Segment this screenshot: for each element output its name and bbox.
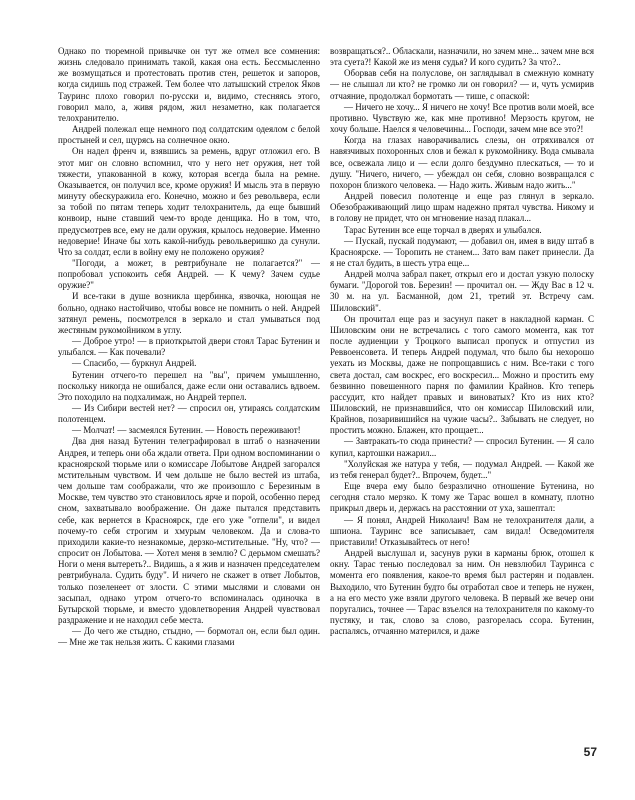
right-column-paragraph: Тарас Бутенин все еще торчал в дверях и улыбался. [344,224,542,235]
left-column-paragraph: Бутенин отчего-то перешел на "вы", причем умышленно, поскольку никогда не ошибался, даже если они оставались вдвоем. Это походило на подхалимаж, но Андрей терпел. [58,369,320,402]
left-column-paragraph: — Из Сибири вестей нет? — спросил он, утираясь солдатским полотенцем. [58,403,320,425]
left-column-paragraph: — Доброе утро! — в приоткрытой двери стоял Тарас Бутенин и улыбался. — Как почевали? [58,336,320,358]
right-column-paragraph: Еще вчера ему было безразлично отношение Бутенина, но сегодня стало мерзко. К тому же Тарас вошел в комнату, плотно прикрыл дверь и, держась на расстоянии от уха, зашептал: [330,481,594,514]
left-column-paragraph: Он надел френч и, взявшись за ремень, вдруг отложил его. В этот миг он словно вспомнил, что у него нет оружия, нет той тяжести, упакованной в кожу, которая всегда была на ремне. Оказывается, он получил все, кроме оружия! И мысль эта в первую минуту обескуражила его. Конечно, можно и без револьвера, если за тобой по пятам теперь ходит телохранитель, да еще бывший конвоир, ныне ставший чем-то вроде денщика. Но в том, что, предусмотрев все, ему не дали оружия, крылось недоверие. Именно недоверие! Иначе бы хоть какой-нибудь револьверишко да сунули. Что за солдат, если в войну ему не положено оружия? [58,146,320,257]
right-column-paragraph: "Холуйская же натура у тебя, — подумал Андрей. — Какой же из тебя генерал будет?.. Впрочем, будет..." [330,458,594,480]
left-column-paragraph: И все-таки в душе возникла щербинка, язвочка, ноющая не больно, однако настойчиво, чтобы вовсе не помнить о ней. Андрей затянул ремень, посмотрелся в зеркало и стал умываться под жестяным рукомойником в углу. [58,291,320,335]
right-column-paragraph: — Пускай, пускай подумают, — добавил он, имея в виду штаб в Красноярске. — Торопить не станем... Зато вам пакет принесли. Да я не стал будить, в шесть утра еще... [330,235,594,268]
right-text-column [330,46,594,762]
right-column-paragraph: Андрей выслушал и, засунув руки в карманы брюк, отошел к окну. Тарас тенью последовал за ним. Он невзлюбил Тауринса с момента его появления, какое-то время был растерян и подавлен. Выходило, что Бутенин будто бы отработал свое и теперь не нужен, а на его место уже взяли другого человека. В первый же вечер они поругались, точнее — Тарас взъелся на телохранителя по какому-то пустяку, и так, слово за слово, разгорелась ссора. Бутенин, распалясь, отчаянно матерился, и даже [330,548,594,637]
left-column-paragraph: Два дня назад Бутенин телеграфировал в штаб о назначении Андрея, и теперь они оба ждали ответа. При одном воспоминании о красноярской тюрьме или о комиссаре Лобытове Андрей загорался мстительным чувством. И чем дольше не было вестей из штаба, чем дольше там соображали, что же произошло с Березиным в Москве, тем чувство это становилось ярче и порой, особенно перед сном, захватывало воображение. Он даже пытался представить себе, как вернется в Красноярск, где его уже "отпели", и видел почему-то себя строгим и хмурым человеком. Да и слова-то приходили какие-то незнакомые, дерзко-мстительные. "Ну, что? — спросит он Лобытова. — Хотел меня в землю? С дерьмом смешать? Ноги о меня вытереть?.. Видишь, а я жив и назначен председателем ревтрибунала. Судить буду". И ничего не скажет в ответ Лобытов, только позеленеет от злости. С этими мыслями и словами он засыпал, однако утром отчего-то вспоминалась одиночка в Бутырской тюрьме, и вместо удовлетворения Андрей чувствовал раздражение и не находил себе места. [58,436,320,625]
page-number: 57 [583,745,597,759]
right-column-paragraph: — Завтракать-то сюда принести? — спросил Бутенин. — Я сало купил, картошки нажарил... [330,436,594,458]
right-column-paragraph: — Я понял, Андрей Николаич! Вам не телохранителя дали, а шпиона. Тауринс все записывает, сам видал! Осведомителя приставили! Отказывайтесь от него! [330,514,594,547]
left-text-column [58,46,320,762]
right-column-paragraph: возвращаться?.. Обласкали, назначили, но зачем мне... зачем мне вся эта суета?! Какой же из меня судья? И кого судить? За что?.. [330,46,594,68]
left-column-paragraph: Андрей полежал еще немного под солдатским одеялом с белой простыней и сел, щурясь на солнечное окно. [58,124,320,146]
left-column-paragraph: Однако по тюремной привычке он тут же отмел все сомнения: жизнь следовало принимать такой, какая она есть. Бессмысленно же возмущаться и протестовать против стен, решеток и запоров, когда сидишь под стражей. Тем более что латышский стрелок Яков Тауринс плохо говорил по-русски и, видимо, стесняясь этого, говорил мало, а, живя рядом, жил незаметно, как полагается телохранителю. [58,46,320,123]
left-column-paragraph: — Молчат! — засмеялся Бутенин. — Новость переживают! [72,425,301,436]
right-column-paragraph: Он прочитал еще раз и засунул пакет в накладной карман. С Шиловским они не встречались с того самого момента, как тот после аудиенции у Троцкого выписал пропуск и отпустил из Реввоенсовета. И теперь Андрей подумал, что было бы нехорошо уехать из Москвы, даже не попрощавшись с ним. Все-таки с того света достал, сам воскрес, его воскресил... Можно и простить ему безвинно повешенного парня по фамилии Крайнов. Кто теперь рассудит, кто найдет правых и виноватых? Кто из них кто? Шиловский, не признавшийся, что он комиссар Шиловский или, Крайнов, позаривишийся на чужие часы?.. Забывать не следует, но простить можно. Блажен, кто прощает... [330,313,594,436]
left-column-paragraph: — До чего же стыдно, стыдно, — бормотал он, если был один. — Мне же так нельзя жить. С какими глазами [58,626,320,648]
left-column-paragraph: — Спасибо, — буркнул Андрей. [72,358,197,369]
right-column-paragraph: Когда на глазах наворачивались слезы, он отряхивался от навязчивых похоронных слов и бежал к рукомойнику. Вода смывала все, освежала лицо и — если долго бездумно плескаться, — то и душу. "Ничего, ничего, — убеждал он себя, словно возвращался с похорон близкого человека. — Надо жить. Живым надо жить..." [330,135,594,190]
left-column-paragraph: "Погоди, а может, в ревтрибунале не полагается?" — попробовал успокоить себя Андрей. — К чему? Зачем судье оружие?" [58,257,320,291]
right-column-paragraph: Оборвав себя на полуслове, он заглядывал в смежную комнату — не слышал ли кто? не громко ли он говорил? — и, чуть усмирив отчаяние, продолжал бормотать — тише, с опаской: [330,68,594,101]
right-column-paragraph: Андрей повесил полотенце и еще раз глянул в зеркало. Обезображивающий лицо шрам надежно прятал чувства. Никому и в голову не придет, что он мгновение назад плакал... [330,191,594,224]
right-column-paragraph: Андрей молча забрал пакет, открыл его и достал узкую полоску бумаги. "Дорогой тов. Березин! — прочитал он. — Жду Вас в 12 ч. 30 м. на ул. Басманной, дом 21, третий эт. Встречу сам. Шиловский". [330,269,594,313]
right-column-paragraph: — Ничего не хочу... Я ничего не хочу! Все против воли моей, все противно. Чувствую же, как мне противно! Мерзость кругом, не хочу больше. Наелся я человечины... Господи, зачем мне все это?! [330,101,594,135]
